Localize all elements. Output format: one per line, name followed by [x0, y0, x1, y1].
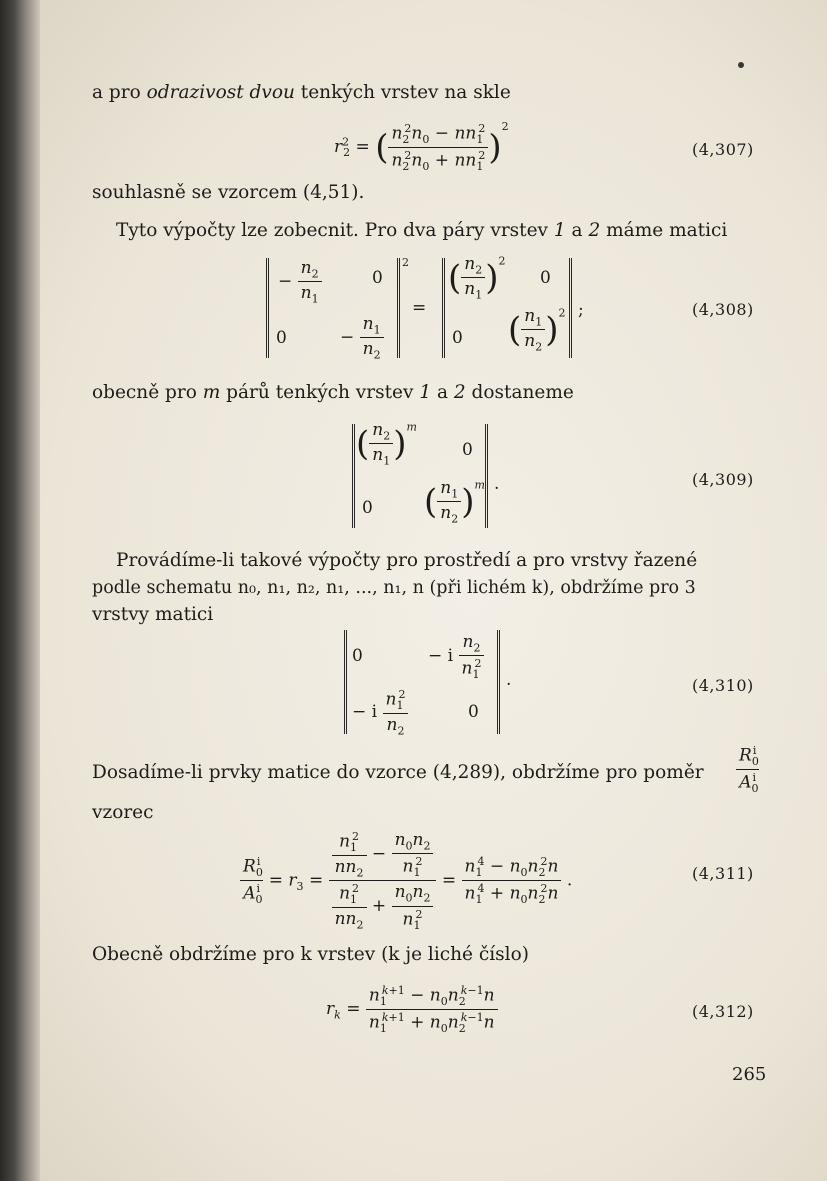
text-line-3: Tyto výpočty lze zobecnit. Pro dva páry vrstev 1 a 2 máme matici: [116, 220, 728, 241]
matrix-cell: 0: [352, 646, 363, 666]
period: .: [494, 474, 500, 494]
equation-number: (4,311): [692, 864, 754, 883]
matrix-cell: 0: [362, 498, 373, 518]
matrix-cell: ( $\frac{n_2}{n_1}$ )$^2$: [448, 254, 506, 302]
paragraph-line: podle schematu n₀, n₁, n₂, n₁, ..., n₁, n (při lichém k), obdržíme pro 3: [92, 578, 696, 598]
equation-4-312: $r_k$ = $\frac{n_1^{k+1} - n_0n_2^{k-1}n}{n_1^{k+1} + n_0n_2^{k-1}n}$: [326, 984, 498, 1035]
paragraph-line: Provádíme-li takové výpočty pro prostředí a pro vrstvy řazené: [116, 550, 698, 571]
text-line-4: obecně pro m párů tenkých vrstev 1 a 2 dostaneme: [92, 382, 574, 403]
equation-4-311: $\frac{R_0^i}{A_0^i}$ = $r_3$ = $\frac{n_1^2}{nn_2}$ − $\frac{n_0n_2}{n_1^2}$ $\frac{n_1^2}{nn_2}$ + $\frac{n_0n_2}{n_1^2}$ = $\frac{n_1^4 - n_0n_2^2n}{n_1^4 + n_0n_2^2n}$ .: [240, 830, 572, 932]
page-number: 265: [732, 1064, 767, 1085]
equation-4-307: $r^2_2$ = ( $\frac{n_2^2n_0 - nn_1^2}{n_2^2n_0 + nn_1^2}$ )$^2$: [334, 120, 509, 174]
matrix-cell: − $\frac{n_2}{n_1}$: [278, 258, 322, 306]
matrix-cell: − i $\frac{n_2}{n_1^2}$: [428, 632, 484, 681]
text-line-2: souhlasně se vzorcem (4,51).: [92, 182, 365, 203]
ratio-R0-A0: $\frac{R_0^i}{A_0^i}$: [736, 744, 759, 795]
matrix-cell: 0: [540, 268, 551, 288]
equation-number: (4,307): [692, 140, 754, 159]
equation-number: (4,310): [692, 676, 754, 695]
matrix-cell: 0: [462, 440, 473, 460]
text-line-1: a pro odrazivost dvou tenkých vrstev na skle: [92, 82, 511, 103]
book-spine-shadow: [0, 0, 40, 1181]
matrix-cell: 0: [452, 328, 463, 348]
matrix-cell: ( $\frac{n_1}{n_2}$ )$^2$: [508, 306, 566, 354]
paragraph-line: vrstvy matici: [92, 604, 214, 625]
period: .: [506, 670, 512, 690]
matrix-cell: 0: [468, 702, 479, 722]
matrix-cell: − i $\frac{n_1^2}{n_2}$: [352, 688, 408, 737]
matrix-cell: 0: [276, 328, 287, 348]
paragraph-line: vzorec: [92, 802, 154, 823]
semicolon: ;: [578, 300, 584, 320]
matrix-cell: ( $\frac{n_1}{n_2}$ )$^m$: [424, 478, 485, 526]
matrix-cell: ( $\frac{n_2}{n_1}$ )$^m$: [356, 420, 417, 468]
equation-number: (4,312): [692, 1002, 754, 1021]
ink-speck: [738, 62, 744, 68]
equals-sign: =: [412, 298, 427, 318]
equation-number: (4,308): [692, 300, 754, 319]
paragraph-line: Obecně obdržíme pro k vrstev (k je liché číslo): [92, 944, 529, 965]
matrix-cell: 0: [372, 268, 383, 288]
paragraph-line: Dosadíme-li prvky matice do vzorce (4,289), obdržíme pro poměr: [92, 762, 704, 783]
matrix-exponent: 2: [402, 256, 409, 269]
matrix-cell: − $\frac{n_1}{n_2}$: [340, 314, 384, 362]
equation-number: (4,309): [692, 470, 754, 489]
